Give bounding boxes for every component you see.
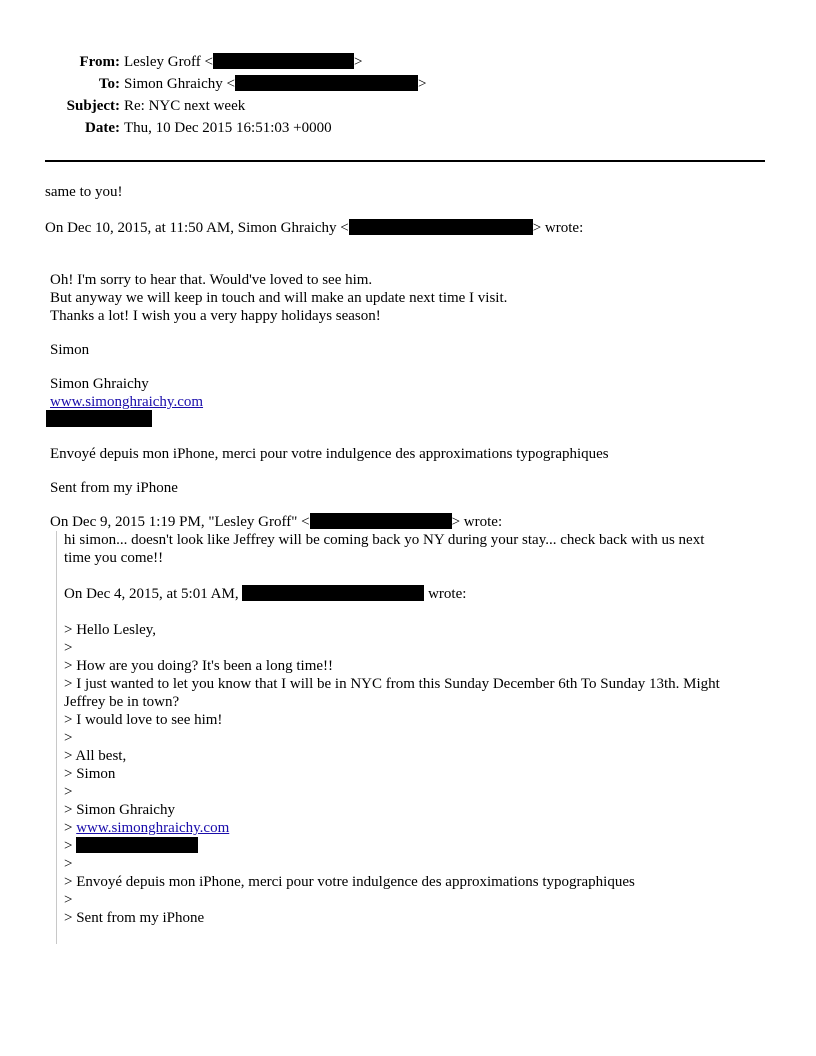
quoted-line: > Envoyé depuis mon iPhone, merci pour votre indulgence des approximations typographiques [64, 874, 635, 890]
subject-label: Subject: [66, 98, 120, 114]
quoted-line: > [64, 640, 73, 656]
to-value [124, 75, 426, 93]
attribution-text: On Dec 10, 2015, at 11:50 AM, Simon Ghraichy < [45, 220, 349, 236]
quoted-line: > [64, 784, 73, 800]
quoted-line: > Simon [64, 766, 116, 782]
quoted-line: > I just wanted to let you know that I will be in NYC from this Sunday December 6th To Sunday 13th. Might [64, 676, 720, 692]
message-line: Oh! I'm sorry to hear that. Would've loved to see him. [50, 272, 373, 288]
to-label: To: [98, 76, 120, 92]
from-name: Lesley Groff < [124, 54, 213, 70]
quoted-line: > Simon Ghraichy [64, 802, 175, 818]
subject-value: Re: NYC next week [124, 98, 246, 114]
redacted-email [310, 513, 452, 529]
quoted-link-line [64, 819, 229, 837]
quoted-line: > I would love to see him! [64, 712, 223, 728]
signature-link-row [50, 393, 203, 411]
reply-text: same to you! [45, 184, 123, 200]
attribution-line [64, 585, 466, 603]
attribution-line [45, 219, 583, 237]
quote-bar [56, 531, 57, 944]
attribution-text: On Dec 4, 2015, at 5:01 AM, [64, 586, 239, 602]
quoted-line: > [64, 856, 73, 872]
quoted-line: hi simon... doesn't look like Jeffrey will be coming back yo NY during your stay... check back with us next [64, 532, 705, 548]
date-value: Thu, 10 Dec 2015 16:51:03 +0000 [124, 120, 332, 136]
redacted-email [235, 75, 418, 91]
signature-first-name: Simon [50, 342, 90, 358]
quoted-line: Jeffrey be in town? [64, 694, 180, 710]
quote-prefix: > [64, 820, 77, 836]
quote-prefix: > [64, 838, 73, 854]
message-line: But anyway we will keep in touch and will make an update next time I visit. [50, 290, 508, 306]
website-link[interactable]: www.simonghraichy.com [76, 820, 230, 836]
date-label: Date: [85, 120, 120, 136]
to-name: Simon Ghraichy < [124, 76, 235, 92]
redacted-email [242, 585, 424, 601]
quoted-line: > [64, 730, 73, 746]
quoted-line: time you come!! [64, 550, 164, 566]
redacted-email [349, 219, 533, 235]
header-divider [45, 160, 765, 162]
redacted-phone [76, 837, 198, 853]
attribution-text: On Dec 9, 2015 1:19 PM, "Lesley Groff" < [50, 514, 310, 530]
from-label: From: [79, 54, 120, 70]
quoted-line: > [64, 892, 73, 908]
message-line: Thanks a lot! I wish you a very happy holidays season! [50, 308, 381, 324]
quoted-line: > All best, [64, 748, 127, 764]
quoted-line: > Hello Lesley, [64, 622, 157, 638]
signature-full-name: Simon Ghraichy [50, 376, 149, 392]
quoted-line: > Sent from my iPhone [64, 910, 205, 926]
iphone-footer-fr: Envoyé depuis mon iPhone, merci pour votre indulgence des approximations typographiques [50, 446, 609, 462]
to-close: > [417, 76, 427, 92]
attribution-line [50, 513, 502, 531]
redacted-email [213, 53, 354, 69]
website-link[interactable]: www.simonghraichy.com [50, 394, 204, 410]
from-value [124, 53, 362, 71]
quoted-line: > How are you doing? It's been a long time!! [64, 658, 334, 674]
iphone-footer: Sent from my iPhone [50, 480, 178, 496]
quoted-line [64, 837, 198, 855]
attribution-wrote: wrote: [428, 586, 467, 602]
attribution-wrote: > wrote: [532, 220, 584, 236]
from-close: > [354, 54, 363, 70]
attribution-wrote: > wrote: [451, 514, 503, 530]
redacted-phone [46, 410, 152, 427]
